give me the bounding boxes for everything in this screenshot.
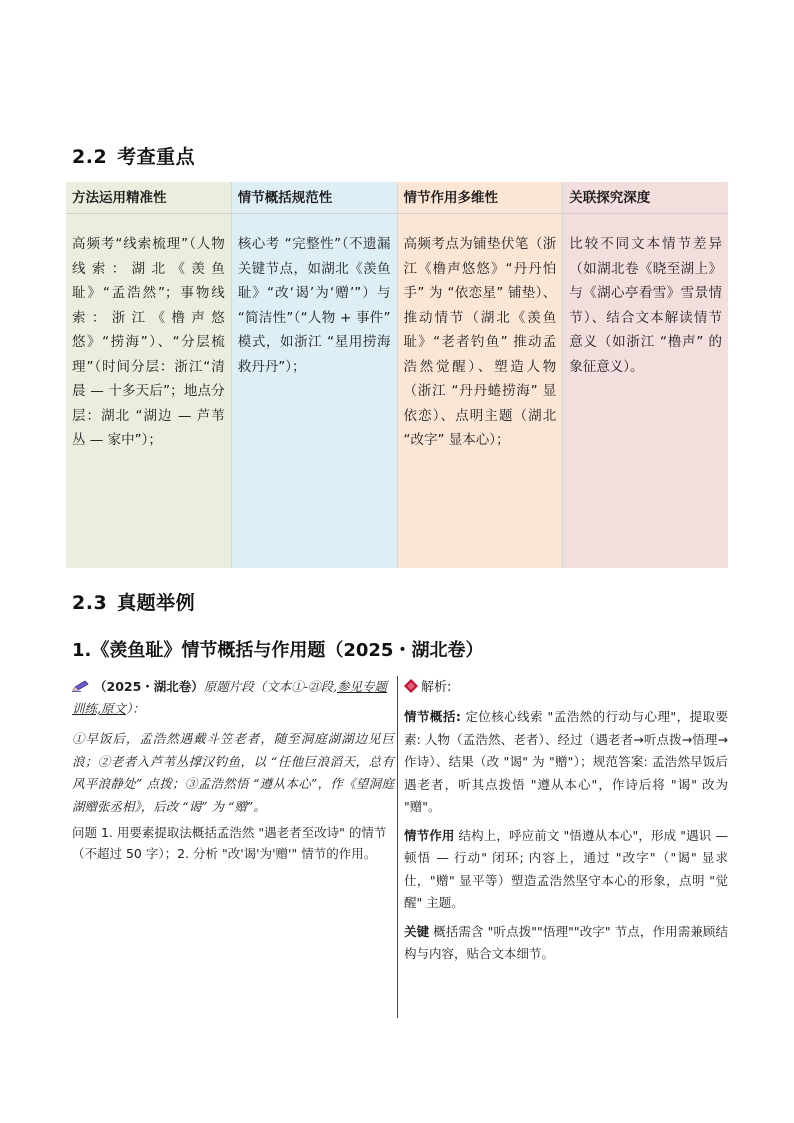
- section-title: 真题举例: [117, 592, 196, 614]
- analysis-text: 结构上，呼应前文 "悟遵从本心"，形成 "遇识 — 顿悟 — 行动" 闭环; 内容上，通过 "改字"（"谒" 显求仕，"赠" 显平等）塑造孟浩然坚守本心的形象，点明 "觉醒" 主题。: [404, 827, 728, 910]
- source-reference-link[interactable]: 参见专题训练,原文: [72, 679, 388, 716]
- column-body: 核心考 “完整性”（不遗漏关键节点，如湖北《羡鱼耻》“改‘谒’为‘赠’”）与 “简洁性”（“人物 + 事件” 模式，如浙江 “星用捞海救丹丹”）；: [237, 236, 391, 375]
- diamond-icon: [404, 679, 418, 693]
- question-text: 问题 1. 用要素提取法概括孟浩然 "遇老者至改诗" 的情节（不超过 50 字）；2. 分析 "改'谒'为'赠'" 情节的作用。: [72, 825, 387, 861]
- analysis-panel: [404, 676, 728, 966]
- column-inquiry: [563, 182, 728, 568]
- analysis-heading: [404, 676, 728, 700]
- column-summary: [232, 182, 398, 568]
- source-panel: [72, 676, 394, 864]
- section-heading-2-3: [72, 588, 195, 615]
- pencil-icon: [72, 680, 90, 692]
- analysis-key: 情节作用: [404, 827, 455, 843]
- analysis-label: 解析:: [421, 680, 452, 695]
- analysis-key-point: [404, 921, 728, 966]
- column-body: 比较不同文本情节差异（如湖北卷《晓至湖上》与《湖心亭看雪》雪景情节）、结合文本解读情节意义（如浙江 “橹声” 的象征意义）。: [569, 236, 722, 375]
- analysis-key: 情节概括:: [404, 709, 461, 724]
- source-passage: ①早饭后，孟浩然遇戴斗笠老者，随至洞庭湖湖边见巨浪；②老者入芦苇丛撑汉钓鱼，以 “任他巨浪滔天，总有风平浪静处” 点拨；③孟浩然悟 “遵从本心”，作《望洞庭湖赠张丞相》，后改 “谒” 为 “赠”。: [72, 731, 394, 814]
- column-body: 高频考点为铺垫伏笔（浙江《橹声悠悠》“丹丹怕手” 为 “依恋星” 铺垫）、推动情节（湖北《羡鱼耻》“老者钓鱼” 推动孟浩然觉醒）、塑造人物（浙江 “丹丹蜷捞海” 显依恋）、点明主题（湖北 “改字” 显本心）；: [403, 236, 557, 448]
- analysis-text: 概括需含 "听点拨""悟理""改字" 节点，作用需兼顾结构与内容，贴合文本细节。: [404, 923, 728, 961]
- column-divider: [397, 676, 398, 1018]
- column-function: [398, 182, 564, 568]
- analysis-key: 关键: [404, 923, 430, 939]
- example-title: 1.《羡鱼耻》情节概括与作用题（2025・湖北卷）: [72, 640, 484, 661]
- analysis-summary: [404, 706, 728, 819]
- column-header: 方法运用精准性: [66, 182, 231, 214]
- section-heading-2-2: [72, 142, 195, 169]
- column-header: 情节概括规范性: [232, 182, 397, 214]
- column-method: [66, 182, 232, 568]
- source-intro-end: ）：: [125, 701, 145, 716]
- source-intro-text: 原题片段（文本①-㉑段,: [203, 679, 337, 694]
- source-tag: （2025・湖北卷）: [94, 679, 204, 694]
- section-number: 2.2: [72, 146, 108, 168]
- section-number: 2.3: [72, 592, 108, 614]
- analysis-text: 定位核心线索 "孟浩然的行动与心理"，提取要素: 人物（孟浩然、老者）、经过（遇老者→听点拨→悟理→作诗）、结果（改 "谒" 为 "赠"）；规范答案: 孟浩然早饭后遇老者，听其点拨悟 "遵从本心"，作诗后将 "谒" 改为 "赠"。: [404, 709, 728, 814]
- section-title: 考查重点: [117, 146, 196, 168]
- focus-table: [66, 182, 728, 568]
- source-intro: [72, 676, 394, 720]
- analysis-function: [404, 825, 728, 915]
- column-header: 关联探究深度: [563, 182, 728, 214]
- column-header: 情节作用多维性: [398, 182, 563, 214]
- example-box: [72, 676, 732, 1018]
- column-body: 高频考“线索梳理”（人物线索：湖北《羡鱼耻》“孟浩然”；事物线索：浙江《橹声悠悠》“捞海”）、“分层梳理”（时间分层：浙江“清晨 — 十多天后”；地点分层：湖北 “湖边 — 芦苇丛 — 家中”）；: [72, 236, 225, 448]
